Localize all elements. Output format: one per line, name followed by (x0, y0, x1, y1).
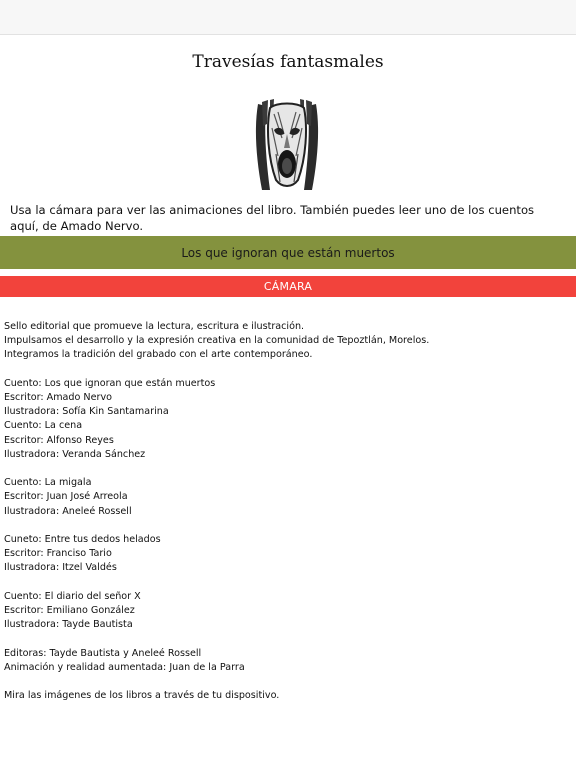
credit-line: Cuento: La migala (4, 477, 92, 489)
credits-text (4, 320, 564, 703)
camera-button[interactable] (0, 276, 576, 297)
credit-line: Ilustradora: Tayde Bautista (4, 619, 133, 631)
credit-line: Cuneto: Entre tus dedos helados (4, 534, 161, 545)
spacer (4, 363, 564, 377)
credit-line: Cuento: La cena (4, 420, 83, 432)
spacer (4, 632, 564, 646)
credit-line: Escritor: Amado Nervo (4, 392, 112, 403)
about-line: Sello editorial que promueve la lectura, escritura e ilustración. (4, 321, 305, 332)
spacer (4, 462, 564, 476)
credit-line: Escritor: Emiliano González (4, 605, 135, 616)
spacer (4, 675, 564, 689)
credit-line: Escritor: Juan José Arreola (4, 491, 128, 503)
credit-line: Cuento: El diario del señor X (4, 590, 141, 602)
intro-text: Usa la cámara para ver las animaciones del libro. También puedes leer uno de los cuentos aquí, de Amado Nervo. (10, 203, 535, 233)
credit-line: Ilustradora: Sofía Kin Santamarina (4, 406, 169, 418)
spacer (4, 576, 564, 590)
read-story-button[interactable] (0, 236, 576, 269)
credit-line: Ilustradora: Aneleé Rossell (4, 505, 132, 517)
status-bar (0, 0, 576, 35)
footer-line: Mira las imágenes de los libros a través de tu dispositivo. (4, 690, 280, 702)
credit-line: Escritor: Franciso Tario (4, 548, 112, 560)
credit-line: Editoras: Tayde Bautista y Aneleé Rossell (4, 647, 202, 659)
about-line: Integramos la tradición del grabado con el arte contemporáneo. (4, 349, 313, 361)
page-title: Travesías fantasmales (192, 52, 384, 72)
credit-line: Escritor: Alfonso Reyes (4, 434, 114, 446)
read-story-button-label: Los que ignoran que están muertos (181, 245, 395, 260)
credit-line: Cuento: Los que ignoran que están muertos (4, 377, 216, 389)
credit-line: Ilustradora: Veranda Sánchez (4, 448, 146, 460)
spacer (4, 519, 564, 533)
camera-button-label: CÁMARA (263, 280, 313, 293)
about-line: Impulsamos el desarrollo y la expresión creativa en la comunidad de Tepoztlán, Morelos. (4, 335, 430, 347)
credit-line: Animación y realidad aumentada: Juan de la Parra (4, 661, 245, 673)
screaming-face-engraving-icon (252, 98, 322, 194)
credit-line: Ilustradora: Itzel Valdés (4, 562, 117, 574)
